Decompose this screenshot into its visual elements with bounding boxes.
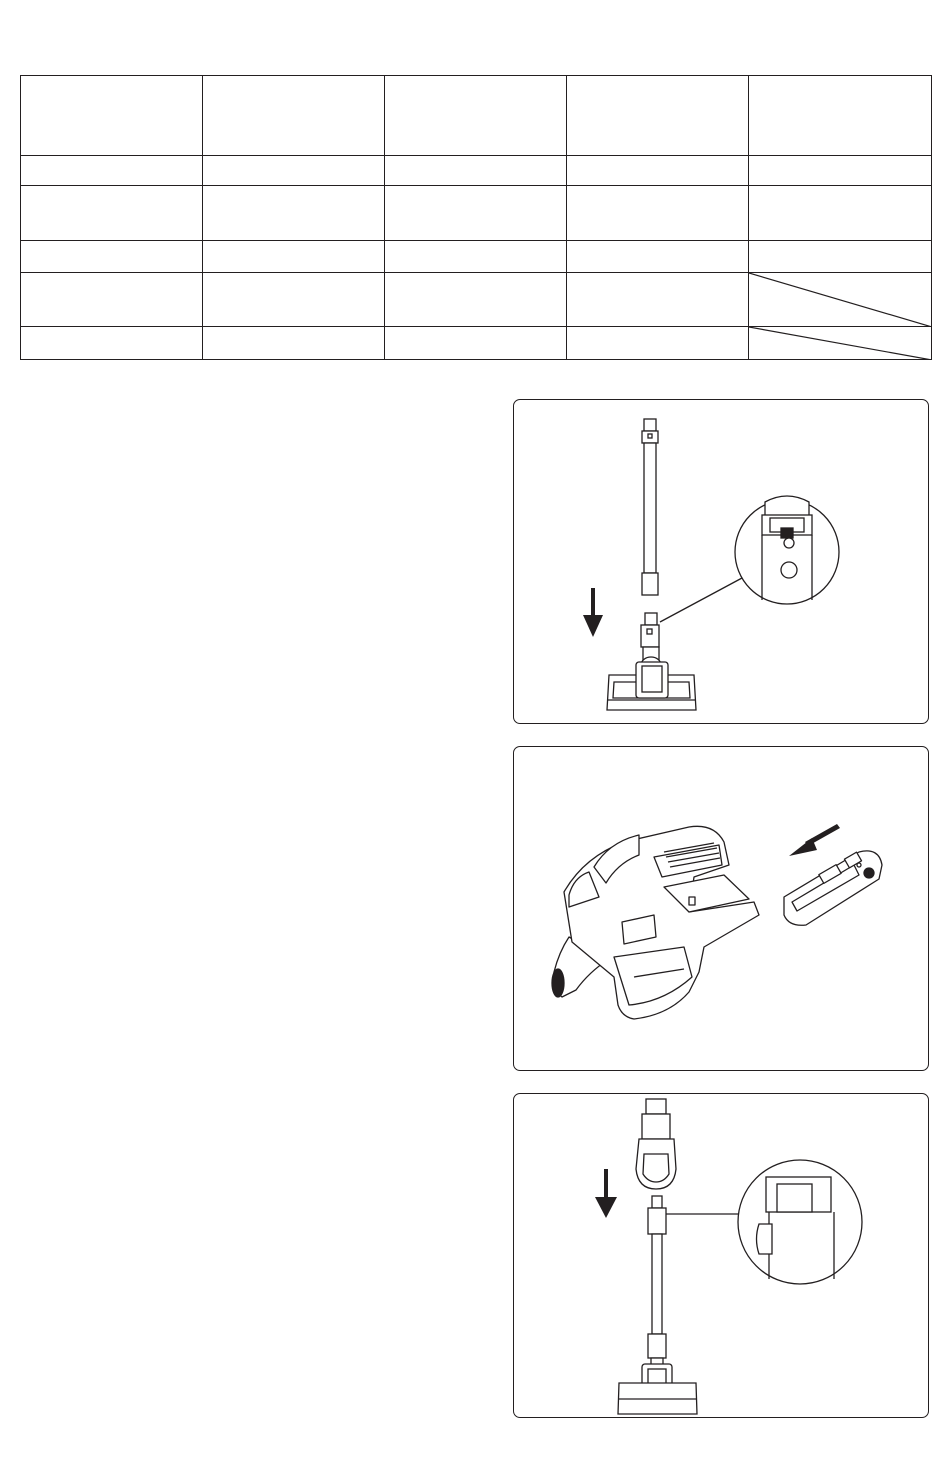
- diagonal-slash-icon: [749, 327, 932, 360]
- table-cell: [385, 273, 567, 327]
- table-cell: [749, 76, 932, 156]
- table-cell: [203, 241, 385, 273]
- table-cell: [21, 273, 203, 327]
- instruction-text-area: [20, 400, 490, 1420]
- handheld-onto-tube-icon: [514, 1094, 929, 1418]
- table-row: [21, 327, 932, 360]
- table-cell: [21, 76, 203, 156]
- figure-panel-handheld-onto-tube: [513, 1093, 929, 1418]
- table-cell: [21, 156, 203, 186]
- table-cell: [203, 156, 385, 186]
- table-cell: [21, 327, 203, 360]
- figure-panel-tube-floor-head: [513, 399, 929, 724]
- table-cell: [567, 273, 749, 327]
- table-cell: [21, 186, 203, 241]
- table-cell-diagonal: [749, 327, 932, 360]
- table-cell: [749, 241, 932, 273]
- table-cell-diagonal: [749, 273, 932, 327]
- table-cell: [203, 327, 385, 360]
- table-cell: [385, 186, 567, 241]
- table-cell: [21, 241, 203, 273]
- table-cell: [385, 156, 567, 186]
- table-cell: [567, 241, 749, 273]
- battery-into-handheld-icon: [514, 747, 929, 1071]
- table-cell: [749, 186, 932, 241]
- table-cell: [203, 186, 385, 241]
- table-cell: [385, 76, 567, 156]
- table-cell: [749, 156, 932, 186]
- table-row: [21, 186, 932, 241]
- table-row: [21, 241, 932, 273]
- specification-table: [20, 75, 932, 360]
- table-cell: [203, 273, 385, 327]
- table-cell: [567, 327, 749, 360]
- table-row: [21, 156, 932, 186]
- table-cell: [567, 156, 749, 186]
- table-cell: [385, 327, 567, 360]
- diagonal-slash-icon: [749, 273, 932, 327]
- table-cell: [567, 186, 749, 241]
- table-row: [21, 273, 932, 327]
- table-cell: [385, 241, 567, 273]
- table-cell: [203, 76, 385, 156]
- table-cell: [567, 76, 749, 156]
- table-row: [21, 76, 932, 156]
- tube-into-floor-head-icon: [514, 400, 929, 724]
- figure-panel-battery-insert: [513, 746, 929, 1071]
